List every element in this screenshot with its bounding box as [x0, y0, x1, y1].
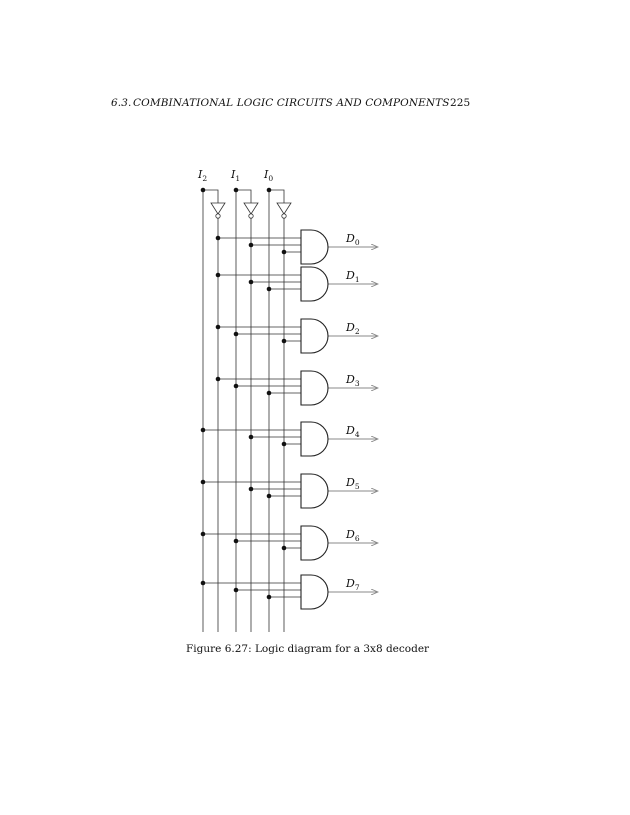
- section-number: 6.3.: [111, 97, 132, 109]
- junction-dot: [234, 384, 239, 389]
- and-gate: [301, 371, 328, 405]
- junction-dot: [249, 243, 254, 248]
- inverter-branch-wire: [236, 190, 251, 203]
- junction-dot: [216, 273, 221, 278]
- junction-dot: [234, 539, 239, 544]
- junction-dot: [234, 188, 239, 193]
- junction-dot: [267, 494, 272, 499]
- junction-dot: [216, 236, 221, 241]
- figure-caption: Figure 6.27: Logic diagram for a 3x8 decoder: [186, 643, 430, 655]
- junction-dot: [249, 487, 254, 492]
- and-gate: [301, 526, 328, 560]
- junction-dot: [282, 546, 287, 551]
- junction-dot: [282, 442, 287, 447]
- inverter-bubble: [249, 214, 253, 218]
- output-label-subscript: 5: [354, 482, 360, 491]
- output-label: $D_3$: [346, 373, 360, 388]
- and-gate: [301, 230, 328, 264]
- junction-dot: [282, 339, 287, 344]
- output-label-subscript: 0: [354, 238, 360, 247]
- and-gate: [301, 319, 328, 353]
- and-gate: [301, 575, 328, 609]
- output-label: $D_4$: [346, 424, 360, 439]
- output-label-subscript: 3: [354, 379, 360, 388]
- output-label: $D_0$: [346, 232, 360, 247]
- input-label: $I_1$: [231, 168, 241, 183]
- junction-dot: [201, 581, 206, 586]
- output-label: $D_7$: [346, 577, 360, 592]
- section-title: COMBINATIONAL LOGIC CIRCUITS AND COMPONENTS: [133, 97, 450, 109]
- junction-dot: [216, 377, 221, 382]
- inverter-gate: [211, 203, 225, 214]
- output-label-subscript: 2: [354, 327, 360, 336]
- output-label-subscript: 6: [354, 534, 360, 543]
- junction-dot: [267, 595, 272, 600]
- output-label-subscript: 4: [354, 430, 360, 439]
- junction-dot: [201, 532, 206, 537]
- junction-dot: [234, 588, 239, 593]
- input-label: $I_0$: [264, 168, 274, 183]
- junction-dot: [267, 287, 272, 292]
- inverter-gate: [244, 203, 258, 214]
- input-label-subscript: 0: [268, 174, 274, 183]
- inverter-branch-wire: [203, 190, 218, 203]
- inverter-branch-wire: [269, 190, 284, 203]
- junction-dot: [249, 435, 254, 440]
- inverter-bubble: [216, 214, 220, 218]
- junction-dot: [267, 391, 272, 396]
- inverter-bubble: [282, 214, 286, 218]
- junction-dot: [234, 332, 239, 337]
- and-gate: [301, 422, 328, 456]
- input-label-subscript: 1: [235, 174, 241, 183]
- inverter-gate: [277, 203, 291, 214]
- and-gate: [301, 474, 328, 508]
- junction-dot: [201, 428, 206, 433]
- junction-dot: [267, 188, 272, 193]
- junction-dot: [201, 188, 206, 193]
- output-label: $D_1$: [346, 269, 360, 284]
- input-label: $I_2$: [198, 168, 208, 183]
- output-label: $D_5$: [346, 476, 360, 491]
- output-label-subscript: 1: [354, 275, 360, 284]
- junction-dot: [282, 250, 287, 255]
- junction-dot: [216, 325, 221, 330]
- output-label: $D_6$: [346, 528, 360, 543]
- junction-dot: [201, 480, 206, 485]
- page-number: 225: [450, 97, 471, 109]
- and-gate: [301, 267, 328, 301]
- input-label-subscript: 2: [202, 174, 208, 183]
- output-label: $D_2$: [346, 321, 360, 336]
- junction-dot: [249, 280, 254, 285]
- output-label-subscript: 7: [354, 583, 360, 592]
